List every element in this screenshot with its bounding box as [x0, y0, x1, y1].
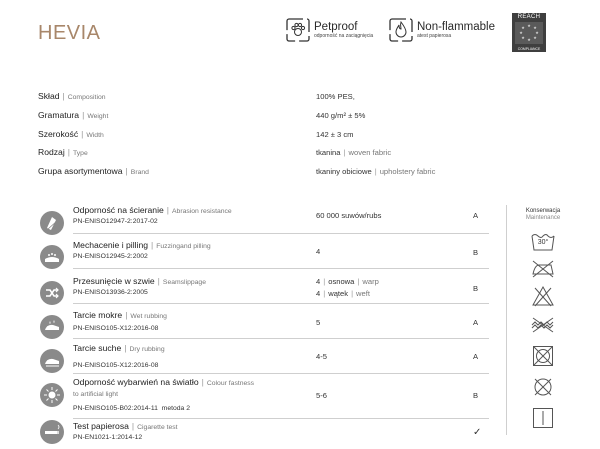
row-divider [73, 233, 489, 234]
svg-text:★: ★ [521, 35, 525, 40]
property-wet-rubbing-name: Tarcie mokre | Wet rubbing [73, 310, 167, 320]
pilling-icon [40, 245, 64, 269]
property-light-fastness-en2: to artificial light [73, 391, 118, 398]
svg-text:★: ★ [533, 35, 537, 40]
petproof-label: Petproof [314, 21, 358, 33]
property-wet-rubbing-value: 5 [316, 318, 321, 327]
property-seam-value-weft: 4 | wątek | weft [316, 289, 370, 298]
line-dry-icon [532, 407, 554, 429]
row-divider [73, 268, 489, 269]
property-cigarette-standard: PN-EN1021-1:2014-12 [73, 434, 143, 441]
spec-composition-value: 100% PES, [316, 92, 355, 101]
property-seam-class: B [473, 284, 479, 293]
product-title: HEVIA [38, 22, 101, 44]
abrasion-icon [40, 211, 64, 235]
flame-icon [389, 18, 413, 42]
property-seam-name: Przesunięcie w szwie | Seamslippage [73, 276, 206, 286]
reach-top-label: REACH [517, 14, 541, 20]
property-seam-value-warp: 4 | osnowa | warp [316, 277, 379, 286]
svg-text:★: ★ [527, 37, 531, 42]
property-pilling-name: Mechacenie i pilling | Fuzzingand pilling [73, 240, 211, 250]
reach-bottom-label: COMPLIANCE [517, 47, 541, 51]
spec-width-label: Szerokość | Width [38, 129, 104, 139]
petproof-badge [286, 18, 373, 42]
nonflammable-sub: atest papierosa [417, 33, 452, 39]
property-dry-rubbing-class: A [473, 352, 479, 361]
property-abrasion-class: A [473, 211, 479, 220]
no-wringing-icon [530, 316, 556, 334]
property-cigarette-name: Test papierosa | Cigarette test [73, 421, 178, 431]
svg-text:★: ★ [533, 25, 537, 30]
property-light-fastness-class: B [473, 391, 479, 400]
no-dry-clean-icon [532, 376, 554, 398]
row-divider [73, 373, 489, 374]
property-wet-rubbing-class: A [473, 318, 479, 327]
care-divider [506, 205, 507, 435]
nonflammable-label: Non-flammable [417, 21, 495, 33]
property-cigarette-class: ✓ [473, 427, 482, 438]
svg-text:★: ★ [521, 25, 525, 30]
spec-weight-value: 440 g/m² ± 5% [316, 111, 366, 120]
seam-slippage-icon [40, 281, 64, 305]
spec-brand-label: Grupa asortymentowa | Brand [38, 166, 149, 176]
property-pilling-value: 4 [316, 247, 321, 256]
wash-30-icon: 30° [530, 232, 556, 252]
spec-width-value: 142 ± 3 cm [316, 130, 354, 139]
property-dry-rubbing-name: Tarcie suche | Dry rubbing [73, 343, 165, 353]
light-fastness-icon [40, 383, 64, 407]
svg-text:★: ★ [519, 30, 523, 35]
property-light-fastness-standard: PN-ENISO105-B02:2014-11 metoda 2 [73, 405, 191, 412]
spec-weight-label: Gramatura | Weight [38, 110, 109, 120]
svg-text:★: ★ [527, 23, 531, 28]
no-bleach-icon [531, 285, 555, 307]
care-title: Konserwacja [525, 208, 561, 214]
property-abrasion-value: 60 000 suwów/rubs [316, 211, 382, 220]
row-divider [73, 303, 489, 304]
paw-icon [286, 18, 310, 42]
svg-text:★: ★ [535, 30, 539, 35]
property-dry-rubbing-standard: PN-ENISO105-X12:2016-08 [73, 362, 159, 369]
cigarette-icon [40, 420, 64, 444]
property-abrasion-standard: PN-ENISO12947-2:2017-02 [73, 218, 158, 225]
spec-type-label: Rodzaj | Type [38, 147, 88, 157]
property-abrasion-name: Odporność na ścieranie | Abrasion resistance [73, 205, 232, 215]
dry-rubbing-icon [40, 349, 64, 373]
spec-brand-value: tkaniny obiciowe | upholstery fabric [316, 167, 436, 176]
property-seam-standard: PN-ENISO13936-2:2005 [73, 289, 148, 296]
nonflammable-badge [389, 18, 495, 42]
property-light-fastness-value: 5-6 [316, 391, 327, 400]
property-pilling-standard: PN-ENISO12945-2:2002 [73, 253, 148, 260]
row-divider [73, 418, 489, 419]
wet-rubbing-icon [40, 315, 64, 339]
property-light-fastness-name: Odporność wybarwień na światło | Colour fastness [73, 377, 255, 387]
property-wet-rubbing-standard: PN-ENISO105-X12:2016-08 [73, 325, 159, 332]
petproof-sub: odporność na zaciągnięcia [314, 33, 374, 39]
care-subtitle: Maintenance [525, 215, 561, 221]
reach-badge [512, 13, 546, 52]
spec-composition-label: Skład | Composition [38, 91, 106, 101]
spec-type-value: tkanina | woven fabric [316, 148, 392, 157]
no-tumble-dry-icon [532, 345, 554, 367]
eu-stars-icon [515, 22, 543, 44]
no-ironing-icon [530, 258, 556, 278]
property-pilling-class: B [473, 248, 479, 257]
property-dry-rubbing-value: 4-5 [316, 352, 327, 361]
row-divider [73, 338, 489, 339]
